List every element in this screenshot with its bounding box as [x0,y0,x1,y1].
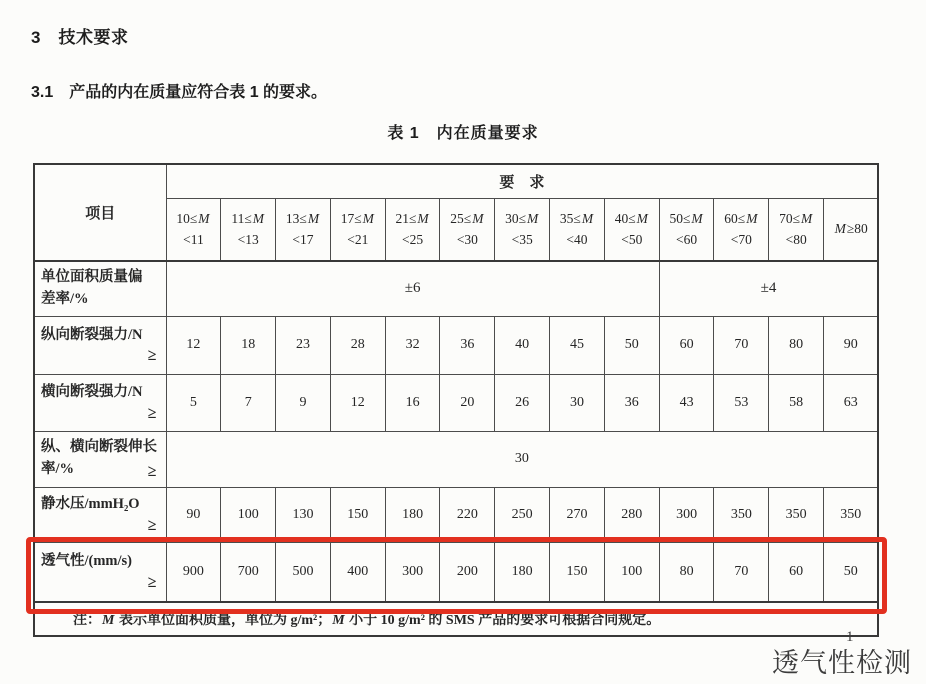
col-header: 30≤M <35 [495,198,550,261]
cell-value: 23 [276,316,331,374]
row-elongation [34,431,878,487]
mass-deviation-low-range: ±6 [166,261,659,316]
cell-value: 32 [385,316,440,374]
cell-value: 12 [166,316,221,374]
cell-value: 270 [550,487,605,542]
col-header: 50≤M <60 [659,198,714,261]
cell-value: 50 [604,316,659,374]
row-air-permeability [34,542,878,602]
cell-value: 36 [440,316,495,374]
cell-value: 58 [769,374,824,431]
cell-value: 28 [330,316,385,374]
cell-value: 700 [221,542,276,602]
cell-value: 220 [440,487,495,542]
cell-value: 80 [659,542,714,602]
cell-value: 350 [714,487,769,542]
col-header: 10≤M <11 [166,198,221,261]
cell-value: 63 [824,374,879,431]
cell-value: 45 [550,316,605,374]
cell-value: 26 [495,374,550,431]
cell-value: 40 [495,316,550,374]
cell-value: 20 [440,374,495,431]
cell-value: 180 [495,542,550,602]
row-label: 单位面积质量偏 差率/% [34,261,166,316]
row-label: 透气性/(mm/s) ≥ [34,542,166,602]
page-number: 1 [846,629,854,645]
cell-value: 5 [166,374,221,431]
cell-value: 200 [440,542,495,602]
cell-value: 50 [824,542,879,602]
cell-value: 7 [221,374,276,431]
quality-requirements-table [33,163,879,637]
cell-value: 250 [495,487,550,542]
row-longitudinal-strength [34,316,878,374]
col-header: 35≤M <40 [550,198,605,261]
mass-deviation-high-range: ±4 [659,261,878,316]
cell-value: 43 [659,374,714,431]
cell-value: 100 [604,542,659,602]
cell-value: 130 [276,487,331,542]
cell-value: 900 [166,542,221,602]
col-header: 21≤M <25 [385,198,440,261]
note-row [34,602,878,636]
row-label: 横向断裂强力/N ≥ [34,374,166,431]
elongation-all-range: 30 [166,431,878,487]
col-header: 60≤M <70 [714,198,769,261]
cell-value: 500 [276,542,331,602]
cell-value: 70 [714,316,769,374]
cell-value: 300 [659,487,714,542]
table-title: 表 1 内在质量要求 [387,125,539,142]
cell-value: 300 [385,542,440,602]
row-label: 纵、横向断裂伸长 率/% ≥ [34,431,166,487]
cell-value: 180 [385,487,440,542]
table-note: 注：M 表示单位面积质量，单位为 g/m²；M 小于 10 g/m² 的 SMS 产品的要求可根据合同规定。 [34,602,878,636]
row-label: 纵向断裂强力/N ≥ [34,316,166,374]
cell-value: 280 [604,487,659,542]
cell-value: 400 [330,542,385,602]
row-mass-deviation [34,261,878,316]
cell-value: 60 [769,542,824,602]
caption-air-permeability-test: 透气性检测 [772,648,912,678]
col-header: 70≤M <80 [769,198,824,261]
cell-value: 150 [330,487,385,542]
cell-value: 80 [769,316,824,374]
col-header: 17≤M <21 [330,198,385,261]
col-header: 11≤M <13 [221,198,276,261]
row-hydrostatic-pressure [34,487,878,542]
cell-value: 16 [385,374,440,431]
col-header: 25≤M <30 [440,198,495,261]
cell-value: 70 [714,542,769,602]
cell-value: 100 [221,487,276,542]
cell-value: 53 [714,374,769,431]
cell-value: 60 [659,316,714,374]
requirement-group-header: 要 求 [166,164,878,198]
cell-value: 150 [550,542,605,602]
group-header-row [34,164,878,198]
cell-value: 90 [824,316,879,374]
section-heading: 3 技术要求 [31,28,129,47]
cell-value: 350 [824,487,879,542]
col-header: 40≤M <50 [604,198,659,261]
row-transverse-strength [34,374,878,431]
row-label: 静水压/mmH₂O ≥ [34,487,166,542]
cell-value: 350 [769,487,824,542]
cell-value: 36 [604,374,659,431]
col-header: 13≤M <17 [276,198,331,261]
paragraph-3-1: 3.1 产品的内在质量应符合表 1 的要求。 [31,84,328,101]
cell-value: 12 [330,374,385,431]
cell-value: 30 [550,374,605,431]
cell-value: 18 [221,316,276,374]
item-column-header: 项目 [34,164,166,261]
col-header: M≥80 [824,198,879,261]
cell-value: 90 [166,487,221,542]
cell-value: 9 [276,374,331,431]
